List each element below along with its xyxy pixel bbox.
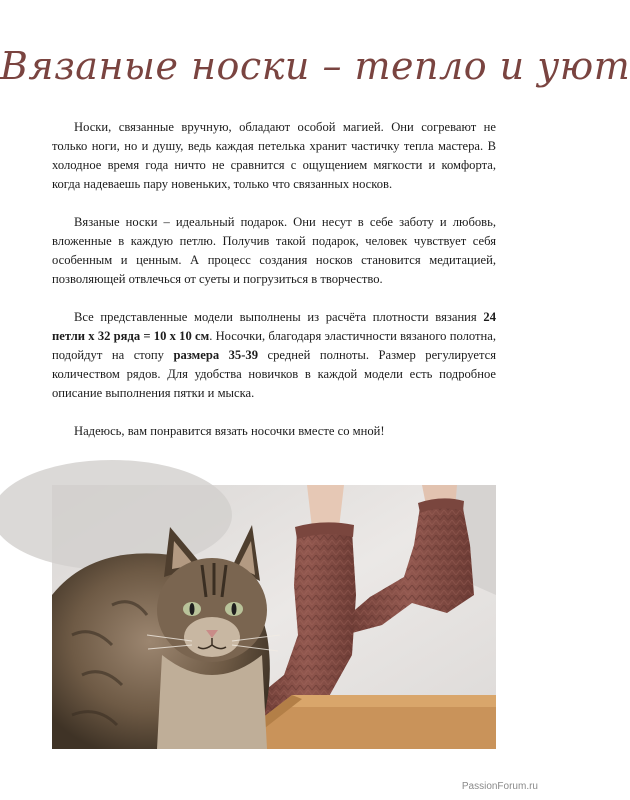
page-title: Вязаные носки – тепло и уют: [0, 44, 630, 88]
paragraph-intro: Носки, связанные вручную, обладают особой магией. Они согревают не только ноги, но и душу, ведь каждая петелька хранит частичку тепла мастера. В холодное время года ничто не сравнится с ощущением мягкости и комфорта, когда надеваешь пару новеньких, только что связанных носков.: [52, 120, 496, 191]
size-value: размера 35-39: [173, 348, 259, 362]
paragraph-gauge: [52, 308, 496, 403]
gauge-text-a: Все представленные модели выполнены из расчёта плотности вязания: [74, 310, 484, 324]
cat-socks-photo: [52, 485, 496, 749]
article-body: [52, 118, 496, 460]
paragraph-gift: Вязаные носки – идеальный подарок. Они несут в себе заботу и любовь, вложенные в каждую петлю. Получив такой подарок, человек чувствует себя особенным и ценным. А процесс создания носков становится медитацией, позволяющей отвлечься от суеты и погрузиться в творчество.: [52, 215, 496, 286]
watermark: PassionForum.ru: [461, 781, 538, 792]
cushion: [0, 460, 232, 570]
paragraph-closing: Надеюсь, вам понравится вязать носочки вместе со мной!: [74, 424, 385, 438]
gauge-value: 24 петли х 32 ряда = 10 х 10 см: [52, 310, 496, 343]
gauge-text-e: средней полноты. Размер регулируется количеством рядов. Для удобства новичков в каждой модели есть подробное описание выполнения пятки и мыска.: [52, 348, 496, 400]
gauge-text-c: . Носочки, благодаря эластичности вязаного полотна, подойдут на стопу: [52, 329, 496, 362]
